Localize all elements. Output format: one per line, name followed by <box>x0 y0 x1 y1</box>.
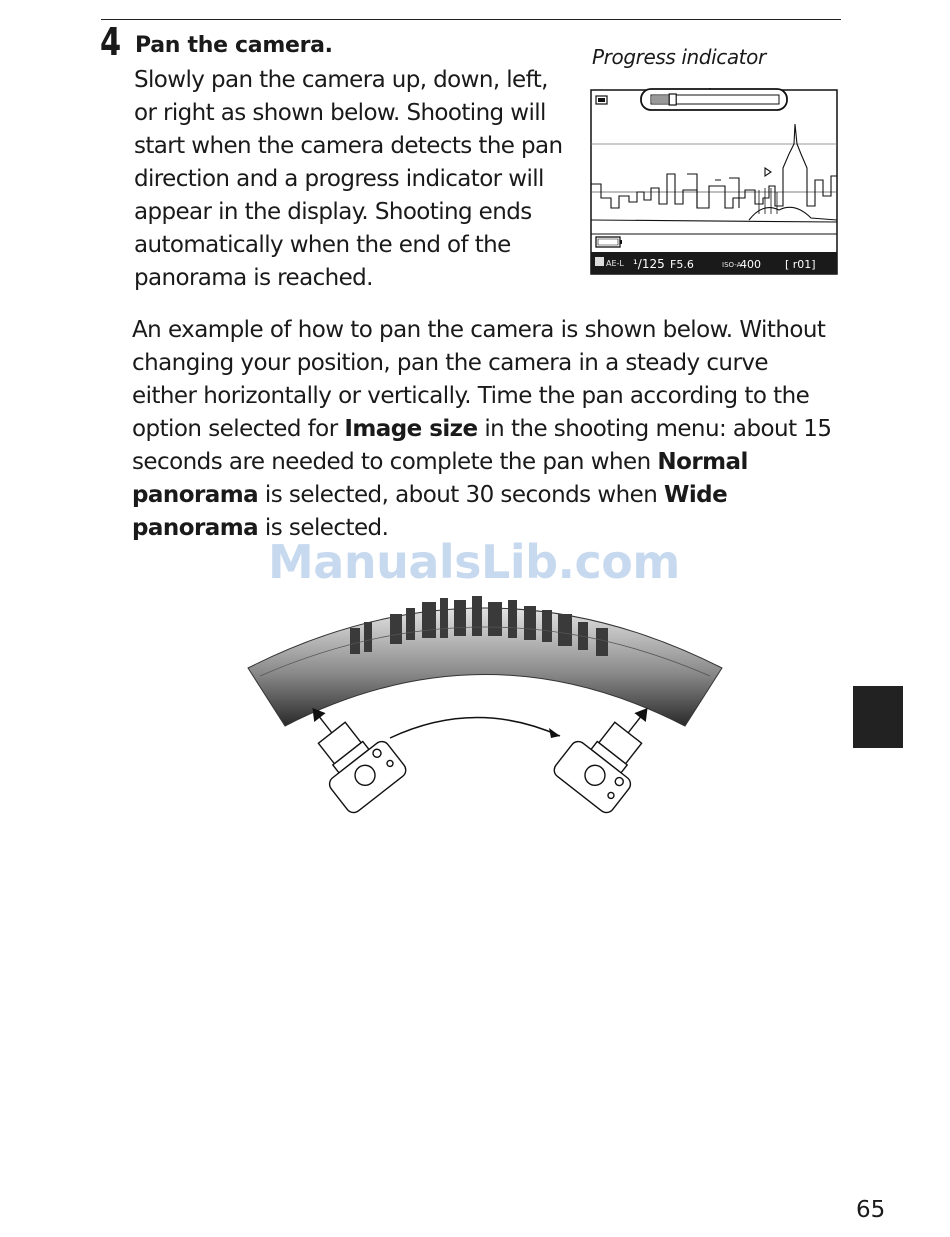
pan-instructions-paragraph <box>132 314 837 545</box>
para-text-1: An example of how to pan the camera is shown below. Without changing your position, pan the camera in a steady curve either horizontally or vertically. Time the pan according to the option selected for <box>132 317 826 442</box>
ae-lock-label: AE-L <box>606 259 624 268</box>
para-text-2: in the shooting menu: about 15 seconds are needed to complete the pan when <box>132 416 832 475</box>
watermark: ManualsLib.com <box>268 535 680 589</box>
pan-direction-arrow <box>390 717 560 738</box>
normal-panorama-term: Normal panorama <box>132 449 748 508</box>
iso-label: ISO-A <box>722 261 742 269</box>
aperture: F5.6 <box>670 258 694 271</box>
image-size-term: Image size <box>344 416 478 442</box>
frames-remaining: [ r01] <box>785 258 816 271</box>
panorama-band <box>248 608 722 726</box>
para-text-4: is selected. <box>258 515 389 541</box>
step-title: Pan the camera. <box>135 33 333 58</box>
panning-illustration <box>240 588 730 828</box>
camera-display-illustration <box>589 88 839 276</box>
page-number: 65 <box>856 1197 886 1223</box>
wide-panorama-term: Wide panorama <box>132 482 728 541</box>
top-rule <box>101 19 841 20</box>
progress-indicator-label: Progress indicator <box>592 45 766 69</box>
metering-icon <box>595 257 604 266</box>
step-number: 4 <box>100 20 121 64</box>
progress-bar-cursor <box>669 94 676 105</box>
shutter-speed: ¹/125 <box>633 257 665 271</box>
iso-value: 400 <box>740 258 761 271</box>
para-text-3: is selected, about 30 seconds when <box>258 482 665 508</box>
section-tab <box>853 686 903 748</box>
step-body: Slowly pan the camera up, down, left, or right as shown below. Shooting will start when the camera detects the pan direction and a progress indicator will appear in the display. Shooting ends automatically when the end of the panorama is reached. <box>134 67 563 291</box>
